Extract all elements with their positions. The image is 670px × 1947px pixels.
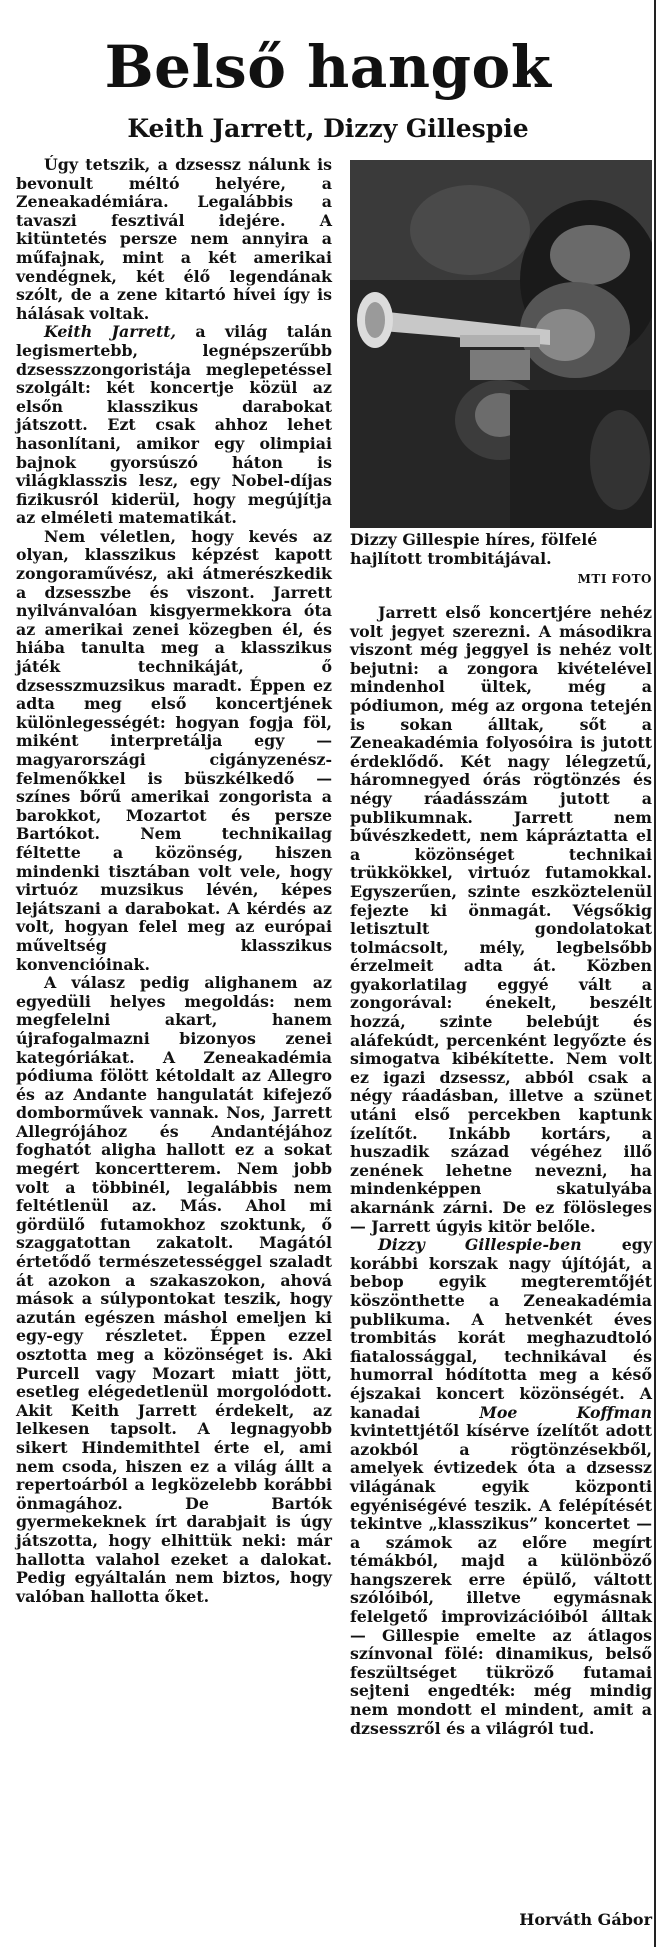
paragraph-4: A válasz pedig alighanem az egyedüli helyes megoldás: nem megfelelni akart, hanem újrafogalmazni bizonyos zenei kategóriákat. A Zeneakadémia pódiuma fölött kétoldalt az Allegro és az Andante hangulatát kifejező domborművek vannak. Nos, Jarrett Allegrójához és Andantéjához foghatót aligha hallott ez a sokat megért koncertterem. Nem jobb volt a többinél, legalábbis nem feltétlenül az. Más. Ahol mi gördülő futamokhoz szoktunk, ő szaggatottan zakatolt. Magától értetődő természetességgel szaladt át azokon a szakaszokon, ahová mások a súlypontokat teszik, hogy azután egészen máshol emeljen ki egy-egy részletet. Éppen ezzel osztotta meg a közönséget is. Aki Purcell vagy Mozart miatt jött, esetleg elégedetlenül morgolódott. Akit Keith Jarrett érdekelt, az lelkesen tapsolt. A legnagyobb sikert Hindemithtel érte el, ami nem csoda, hiszen ez a világ állt a repertoárból a legközelebb korábbi önmagához. De Bartók gyermekeknek írt darabjait is úgy játszotta, hogy elhittük neki: már hallotta valahol ezeket a dalokat. Pedig egyáltalán nem biztos, hogy valóban hallotta őket. — [16, 973, 332, 1606]
photo-credit: MTI FOTO — [577, 572, 652, 586]
name-keith-jarrett: Keith Jarrett, — [44, 322, 177, 342]
paragraph-2 — [16, 323, 332, 528]
trumpet-photo-illustration — [350, 160, 652, 528]
photo-dizzy-gillespie — [350, 160, 652, 528]
author-signature: Horváth Gábor — [519, 1910, 652, 1929]
paragraph-6 — [350, 1236, 652, 1738]
paragraph-2-text: a világ talán legismertebb, legnépszerűbb dzsesszzongoristája meglepetéssel szolgált: két koncertje közül az elsőn klasszikus darabokat játszott. Ezt csak ahhoz lehet hasonlítani, amikor egy olimpiai bajnok gyorsúszó háton is világklasszis lesz, egy Nobel-díjas fizikusról kiderül, hogy megújítja az elméleti matematikát. — [16, 322, 332, 528]
paragraph-5: Jarrett első koncertjére nehéz volt jegyet szerezni. A másodikra viszont még jeggyel is nehéz volt bejutni: a zongora kivételével mindenhol ültek, még a pódiumon, még az orgona tetején is sokan álltak, sőt a Zeneakadémia folyosóira is jutott érdeklődő. Két nagy lélegzetű, háromnegyed órás rögtönzés és négy ráadásszám jutott a publikumnak. Jarrett nem bűvészkedett, nem kápráztatta el a közönséget technikai trükkökkel, virtuóz futamokkal. Egyszerűen, szinte eszköztelenül fejezte ki önmagát. Végsőkig letisztult gondolatokat tolmácsolt, mély, legbelsőbb érzelmeit adta át. Közben gyakorlatilag eggyé vált a zongorával: énekelt, beszélt hozzá, szinte belebújt és aláfekúdt, percenként legyőzte és simogatva kibékítette. Nem volt ez igazi dzsessz, abból csak a négy ráadásban, illetve a szünet utáni első percekben kaptunk ízelítőt. Inkább kortárs, a huszadik század végéhez illő zenének lehetne nevezni, ha mindenképpen skatulyába akarnánk zárni. De ez fölösleges — Jarrett úgyis kitör belőle. — [350, 603, 652, 1236]
paragraph-1: Úgy tetszik, a dzsessz nálunk is bevonult méltó helyére, a Zeneakadémiára. Legalábbis a tavaszi fesztivál idejére. A kitüntetés persze nem annyira a műfajnak, mint a két amerikai vendégnek, két élő legendának szólt, de a zene kitartó hívei így is hálásak voltak. — [16, 155, 332, 323]
left-column — [16, 156, 332, 1606]
right-column — [350, 604, 652, 1738]
name-moe-koffman: Moe Koffman — [479, 1402, 652, 1422]
paragraph-3: Nem véletlen, hogy kevés az olyan, klasszikus képzést kapott zongoraművész, aki átmerészkedik a dzsesszbe és viszont. Jarrett nyilvánvalóan kisgyermekkora óta az amerikai zenei közegben él, és hiába tanulta meg a klasszikus játék technikáját, ő dzsesszmuzsikus maradt. Éppen ez adta meg első koncertjének különlegességét: hogyan fogja föl, miként interpretálja egy — magyarországi cigányzenész-felmenőkkel is büszkélkedő — színes bőrű amerikai zongorista a barokkot, Mozartot és persze Bartókot. Nem technikailag féltette a közönség, hiszen mindenki tisztában volt vele, hogy virtuóz muzsikus lévén, képes lejátszani a darabokat. A kérdés az volt, hogyan felel meg az európai műveltség klasszikus konvencióinak. — [16, 526, 332, 974]
photo-caption: Dizzy Gillespie híres, fölfelé hajlított trombitájával. — [350, 530, 598, 568]
paragraph-6-text: egy korábbi korszak nagy újítóját, a bebop egyik megteremtőjét köszönthette a Zeneakadémia publikuma. A hetvenkét éves trombitás korát meghazudtoló fiatalossággal, technikával és humorral hódította meg a késő éjszakai koncert közönségét. A kanadai — [350, 1235, 652, 1422]
subheadline: Keith Jarrett, Dizzy Gillespie — [127, 114, 529, 143]
paragraph-6-text-2: kvintettjétől kísérve ízelítőt adott azokból a rögtönzésekből, amelyek évtizedek óta a dzsessz világának egyik központi egyéniségévé teszik. A felépítését tekintve „klasszikus” koncertet — a számok az előre megírt témákból, majd a különböző hangszerek erre épülő, váltott szólóiból, illetve egymásnak felelgető improvizációiból álltak — Gillespie emelte az átlagos színvonal fölé: dinamikus, belső feszültséget tükröző futamai sejteni engedték: még mindig nem mondott el mindent, amit a dzsesszről és a világról tud. — [350, 1421, 652, 1738]
name-dizzy-gillespie: Dizzy Gillespie-ben — [378, 1235, 582, 1255]
headline: Belső hangok — [104, 33, 552, 101]
column-rule — [654, 0, 656, 1947]
